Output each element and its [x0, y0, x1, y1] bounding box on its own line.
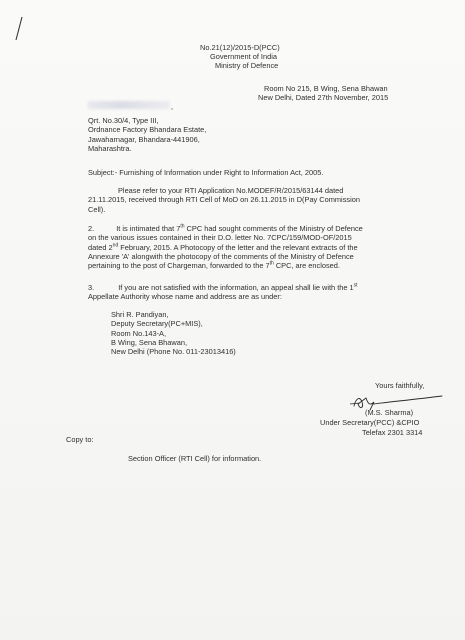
para2-line: Annexure 'A' alongwith the photocopy of the comments of the Ministry of Defence — [88, 251, 354, 261]
redacted-recipient-name — [88, 101, 170, 109]
copy-to-label: Copy to: — [66, 435, 94, 444]
para2-line: dated 2nd February, 2015. A Photocopy of the letter and the relevant extracts of the — [88, 242, 358, 252]
government-line: Government of India — [210, 52, 277, 61]
para1-line: 21.11.2015, received through RTI Cell of MoD on 26.11.2015 in D(Pay Commission — [88, 195, 360, 205]
sender-room: Room No 215, B Wing, Sena Bhawan — [264, 84, 388, 93]
para1-line: Cell). — [88, 204, 106, 214]
paragraph-2 — [88, 224, 363, 270]
ministry-line: Ministry of Defence — [215, 61, 279, 70]
paragraph-3 — [88, 283, 358, 302]
para3-line: Appellate Authority whose name and address are as under: — [88, 292, 282, 302]
redaction-comma: , — [171, 102, 174, 111]
appellate-line: Deputy Secretary(PC+MIS), — [111, 319, 203, 329]
para2-line: 2. It is intimated that 7th CPC had sought comments of the Ministry of Defence — [88, 223, 363, 233]
recipient-line: Qrt. No.30/4, Type III, — [88, 116, 159, 125]
margin-slash-mark — [14, 16, 24, 42]
recipient-address — [88, 116, 206, 153]
signatory-name: (M.S. Sharma) — [365, 408, 414, 417]
appellate-line: B Wing, Sena Bhawan, — [111, 337, 188, 347]
subject-line: Subject:- Furnishing of Information under Right to Information Act, 2005. — [88, 168, 324, 177]
recipient-line: Jawaharnagar, Bhandara-441906, — [88, 134, 200, 144]
closing-line: Yours faithfully, — [375, 381, 425, 390]
appellate-line: Room No.143-A, — [111, 328, 167, 338]
letter-date: New Delhi, Dated 27th November, 2015 — [258, 93, 389, 102]
appellate-line: New Delhi (Phone No. 011-23013416) — [111, 347, 236, 357]
appellate-line: Shri R. Pandiyan, — [111, 310, 169, 319]
recipient-line: Ordnance Factory Bhandara Estate, — [88, 125, 207, 135]
para2-line: on the various issues contained in their D.O. letter No. 7CPC/159/MOD-OF/2015 — [88, 233, 352, 243]
para2-line: pertaining to the post of Chargeman, forwarded to the 7th CPC, are enclosed. — [88, 260, 340, 271]
para3-number: 3. — [88, 283, 95, 292]
telefax-number: Telefax 2301 3314 — [362, 428, 423, 437]
paragraph-1 — [88, 186, 360, 214]
appellate-authority-address — [111, 310, 236, 356]
signatory-designation: Under Secretary(PCC) &CPIO — [320, 418, 420, 427]
para3-line: 3. If you are not satisfied with the information, an appeal shall lie with the 1st — [88, 282, 358, 292]
copy-to-item: Section Officer (RTI Cell) for information. — [128, 454, 262, 463]
file-number: No.21(12)/2015-D(PCC) — [200, 43, 280, 52]
para1-line: Please refer to your RTI Application No.MODEF/R/2015/63144 dated — [118, 186, 344, 195]
para2-number: 2. — [88, 224, 95, 233]
recipient-line: Maharashtra. — [88, 143, 132, 153]
